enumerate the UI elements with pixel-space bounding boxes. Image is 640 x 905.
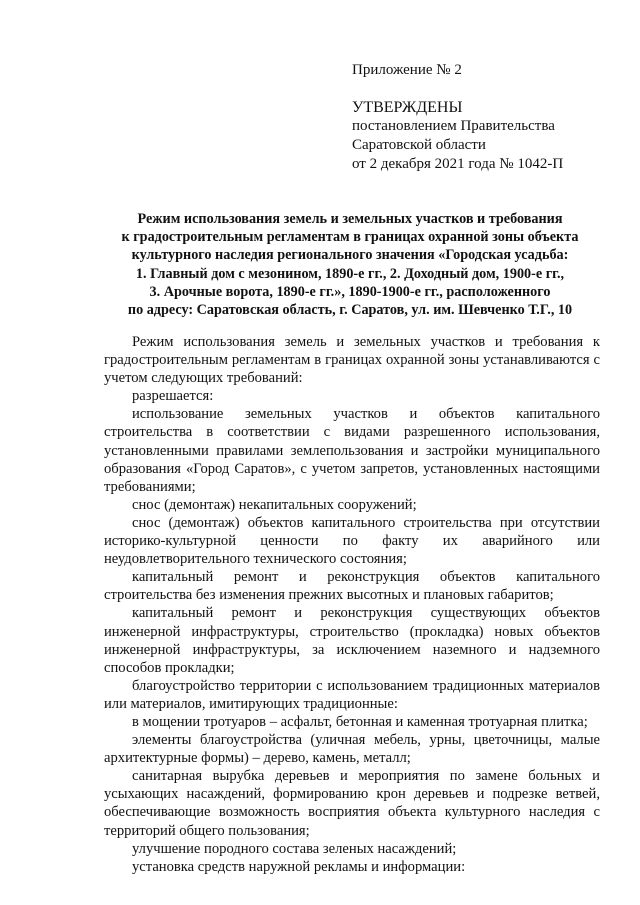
title-line: культурного наследия регионального значения «Городская усадьба:	[131, 247, 569, 264]
approved-date-line: от 2 декабря 2021 года № 1042-П	[352, 156, 564, 172]
body-paragraph: использование земельных участков и объектов капитального строительства в соответствии с видами разрешенного использования, установленными правилами землепользования и застройки муниципального образования «Город Саратов», с учетом запретов, установленных настоящими требованиями;	[104, 406, 600, 495]
body-paragraph: разрешается:	[132, 388, 214, 405]
body-paragraph: капитальный ремонт и реконструкция существующих объектов инженерной инфраструктуры, строительство (прокладка) новых объектов инженерной инфраструктуры, за исключением наземного и надземного способов прокладки;	[104, 605, 600, 676]
title-line: Режим использования земель и земельных участков и требования	[137, 211, 563, 227]
document-body	[104, 333, 600, 876]
body-paragraph: благоустройство территории с использованием традиционных материалов или материалов, имитирующих традиционные:	[104, 677, 600, 712]
body-paragraph: снос (демонтаж) некапитальных сооружений;	[132, 496, 417, 513]
body-paragraph: улучшение породного состава зеленых насаждений;	[132, 840, 457, 857]
body-paragraph: санитарная вырубка деревьев и мероприятия по замене больных и усыхающих насаждений, формированию крон деревьев и подрезке ветвей, обеспечивающие возможность восприятия объекта культурного наследия с территорий общего пользования;	[104, 768, 600, 839]
approval-header	[352, 61, 622, 174]
title-line: 3. Арочные ворота, 1890-е гг.», 1890-1900-е гг., расположенного	[149, 283, 551, 300]
title-line: к градостроительным регламентам в границах охранной зоны объекта	[121, 229, 579, 246]
title-line: 1. Главный дом с мезонином, 1890-е гг., 2. Доходный дом, 1900-е гг.,	[135, 265, 565, 282]
body-paragraph: Режим использования земель и земельных участков и требования к градостроительным регламентам в границах охранной зоны устанавливаются с учетом следующих требований:	[104, 334, 600, 387]
approved-by-line: постановлением Правительства	[352, 118, 555, 134]
document-title	[100, 210, 600, 319]
body-paragraph: в мощении тротуаров – асфальт, бетонная и каменная тротуарная плитка;	[132, 713, 588, 730]
body-paragraph: установка средств наружной рекламы и информации:	[132, 858, 466, 875]
body-paragraph: снос (демонтаж) объектов капитального строительства при отсутствии историко-культурной ценности по факту их аварийного или неудовлетворительного технического состояния;	[104, 514, 600, 568]
body-paragraph: элементы благоустройства (уличная мебель, урны, цветочницы, малые архитектурные формы) – дерево, камень, металл;	[104, 732, 600, 767]
title-line: по адресу: Саратовская область, г. Саратов, ул. им. Шевченко Т.Г., 10	[127, 302, 573, 319]
body-paragraph: капитальный ремонт и реконструкция объектов капитального строительства без изменения прежних высотных и плановых габаритов;	[104, 569, 600, 604]
approved-label: УТВЕРЖДЕНЫ	[352, 99, 463, 116]
appendix-label: Приложение № 2	[352, 62, 462, 78]
approved-region-line: Саратовской области	[352, 137, 486, 153]
